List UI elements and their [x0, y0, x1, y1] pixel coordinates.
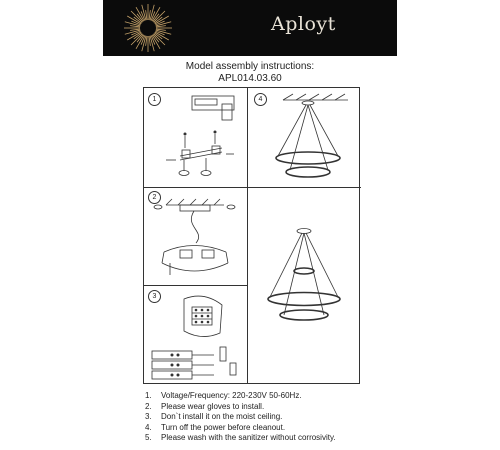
- sunburst-ray: [154, 34, 165, 45]
- step-3-diagram: [144, 285, 247, 385]
- brand-name: Aployt: [271, 13, 336, 35]
- step-badge-4: 4: [254, 93, 267, 106]
- step-badge-3: 3: [148, 290, 161, 303]
- note-item: 1. Voltage/Frequency: 220-230V 50-60Hz.: [145, 391, 302, 400]
- sunburst-ray: [154, 11, 165, 22]
- step-4-diagram: [248, 88, 361, 187]
- note-item: 4. Turn off the power before cleanout.: [145, 422, 286, 432]
- step-badge-2: 2: [148, 191, 161, 204]
- assembly-diagram-grid: [143, 87, 360, 384]
- brand-banner: [103, 0, 397, 56]
- instructions-title: Model assembly instructions:: [185, 61, 315, 72]
- finished-chandelier-diagram: [248, 187, 361, 385]
- model-number: APL014.03.60: [218, 73, 282, 84]
- step-1-diagram: [144, 88, 247, 187]
- sunburst-ray: [131, 34, 142, 45]
- sunburst-ray: [131, 11, 142, 22]
- step-badge-1: 1: [148, 93, 161, 106]
- step-2-diagram: [144, 187, 247, 285]
- safety-notes: [145, 391, 336, 444]
- note-item: 3. Don`t install it on the moist ceiling.: [145, 412, 283, 422]
- note-item: 2. Please wear gloves to install.: [145, 401, 265, 411]
- sunburst-icon: [103, 0, 397, 56]
- note-item: 5. Please wash with the sanitizer without corrosivity.: [145, 433, 336, 443]
